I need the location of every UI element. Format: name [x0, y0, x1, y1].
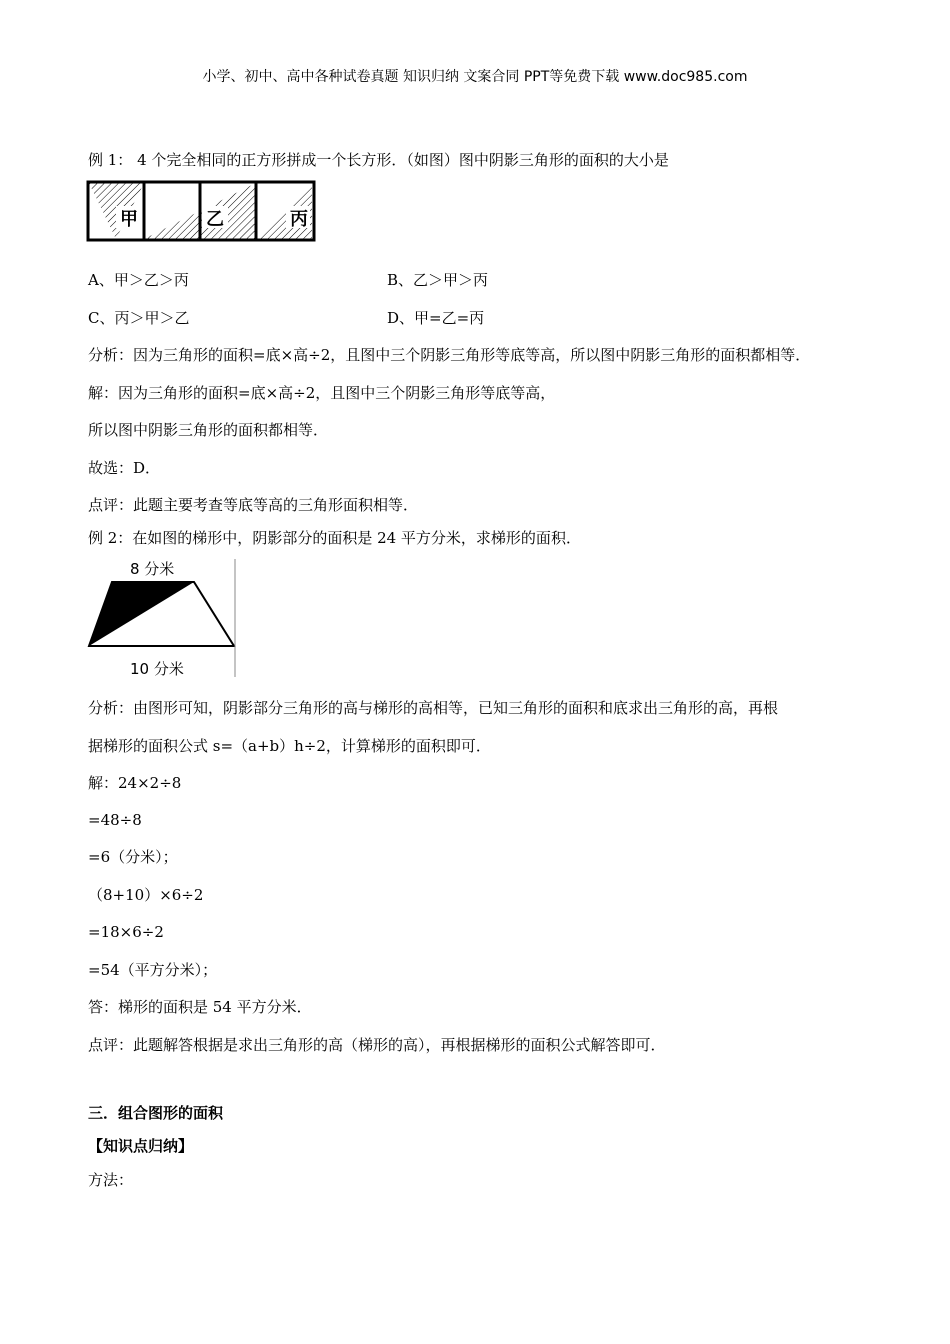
bottom-base-label: 10 分米: [130, 660, 184, 678]
solution-step: （8+10）×6÷2: [88, 886, 204, 904]
option-d: D、甲=乙=丙: [387, 309, 485, 327]
example-2-comment: 点评：此题解答根据是求出三角形的高（梯形的高），再根据梯形的面积公式解答即可．: [88, 1036, 666, 1054]
example-1-figure: [86, 180, 316, 244]
example-1-answer: 故选：D．: [88, 459, 161, 477]
section-subtitle: 【知识点归纳】: [88, 1137, 194, 1155]
label-jia: 甲: [120, 209, 138, 230]
example-1-solution-line-2: 所以图中阴影三角形的面积都相等．: [88, 421, 329, 439]
solution-step: =18×6÷2: [88, 923, 164, 941]
shaded-triangle: [89, 582, 194, 646]
example-1-solution-line-1: 解：因为三角形的面积=底×高÷2，且图中三个阴影三角形等底等高，: [88, 384, 556, 402]
example-2-answer: 答：梯形的面积是 54 平方分米．: [88, 998, 312, 1016]
example-2-figure: [86, 557, 238, 679]
top-base-label: 8 分米: [130, 560, 175, 578]
example-1-question: 例 1： 4 个完全相同的正方形拼成一个长方形．（如图）图中阴影三角形的面积的大小是: [88, 151, 669, 169]
page-header: 小学、初中、高中各种试卷真题 知识归纳 文案合同 PPT等免费下载 www.doc985.com: [202, 69, 748, 85]
solution-step: =48÷8: [88, 811, 142, 829]
method-label: 方法：: [88, 1171, 134, 1189]
section-title: 三．组合图形的面积: [88, 1104, 224, 1122]
example-2-analysis-line-1: 分析：由图形可知，阴影部分三角形的高与梯形的高相等，已知三角形的面积和底求出三角形的高，再根: [88, 699, 779, 717]
option-a: A、甲＞乙＞丙: [88, 271, 189, 289]
example-2-question: 例 2：在如图的梯形中，阴影部分的面积是 24 平方分米，求梯形的面积．: [88, 529, 581, 547]
label-yi: 乙: [206, 209, 224, 230]
option-b: B、乙＞甲＞丙: [387, 271, 489, 289]
example-1-comment: 点评：此题主要考查等底等高的三角形面积相等．: [88, 496, 419, 514]
option-c: C、丙＞甲＞乙: [88, 309, 190, 327]
example-2-analysis-line-2: 据梯形的面积公式 s=（a+b）h÷2，计算梯形的面积即可．: [88, 737, 491, 755]
example-1-analysis: 分析：因为三角形的面积=底×高÷2，且图中三个阴影三角形等底等高，所以图中阴影三角形的面积都相等．: [88, 346, 811, 364]
solution-step: 解：24×2÷8: [88, 774, 182, 792]
solution-step: =6（分米）；: [88, 848, 178, 866]
solution-step: =54（平方分米）；: [88, 961, 218, 979]
label-bing: 丙: [290, 209, 308, 230]
